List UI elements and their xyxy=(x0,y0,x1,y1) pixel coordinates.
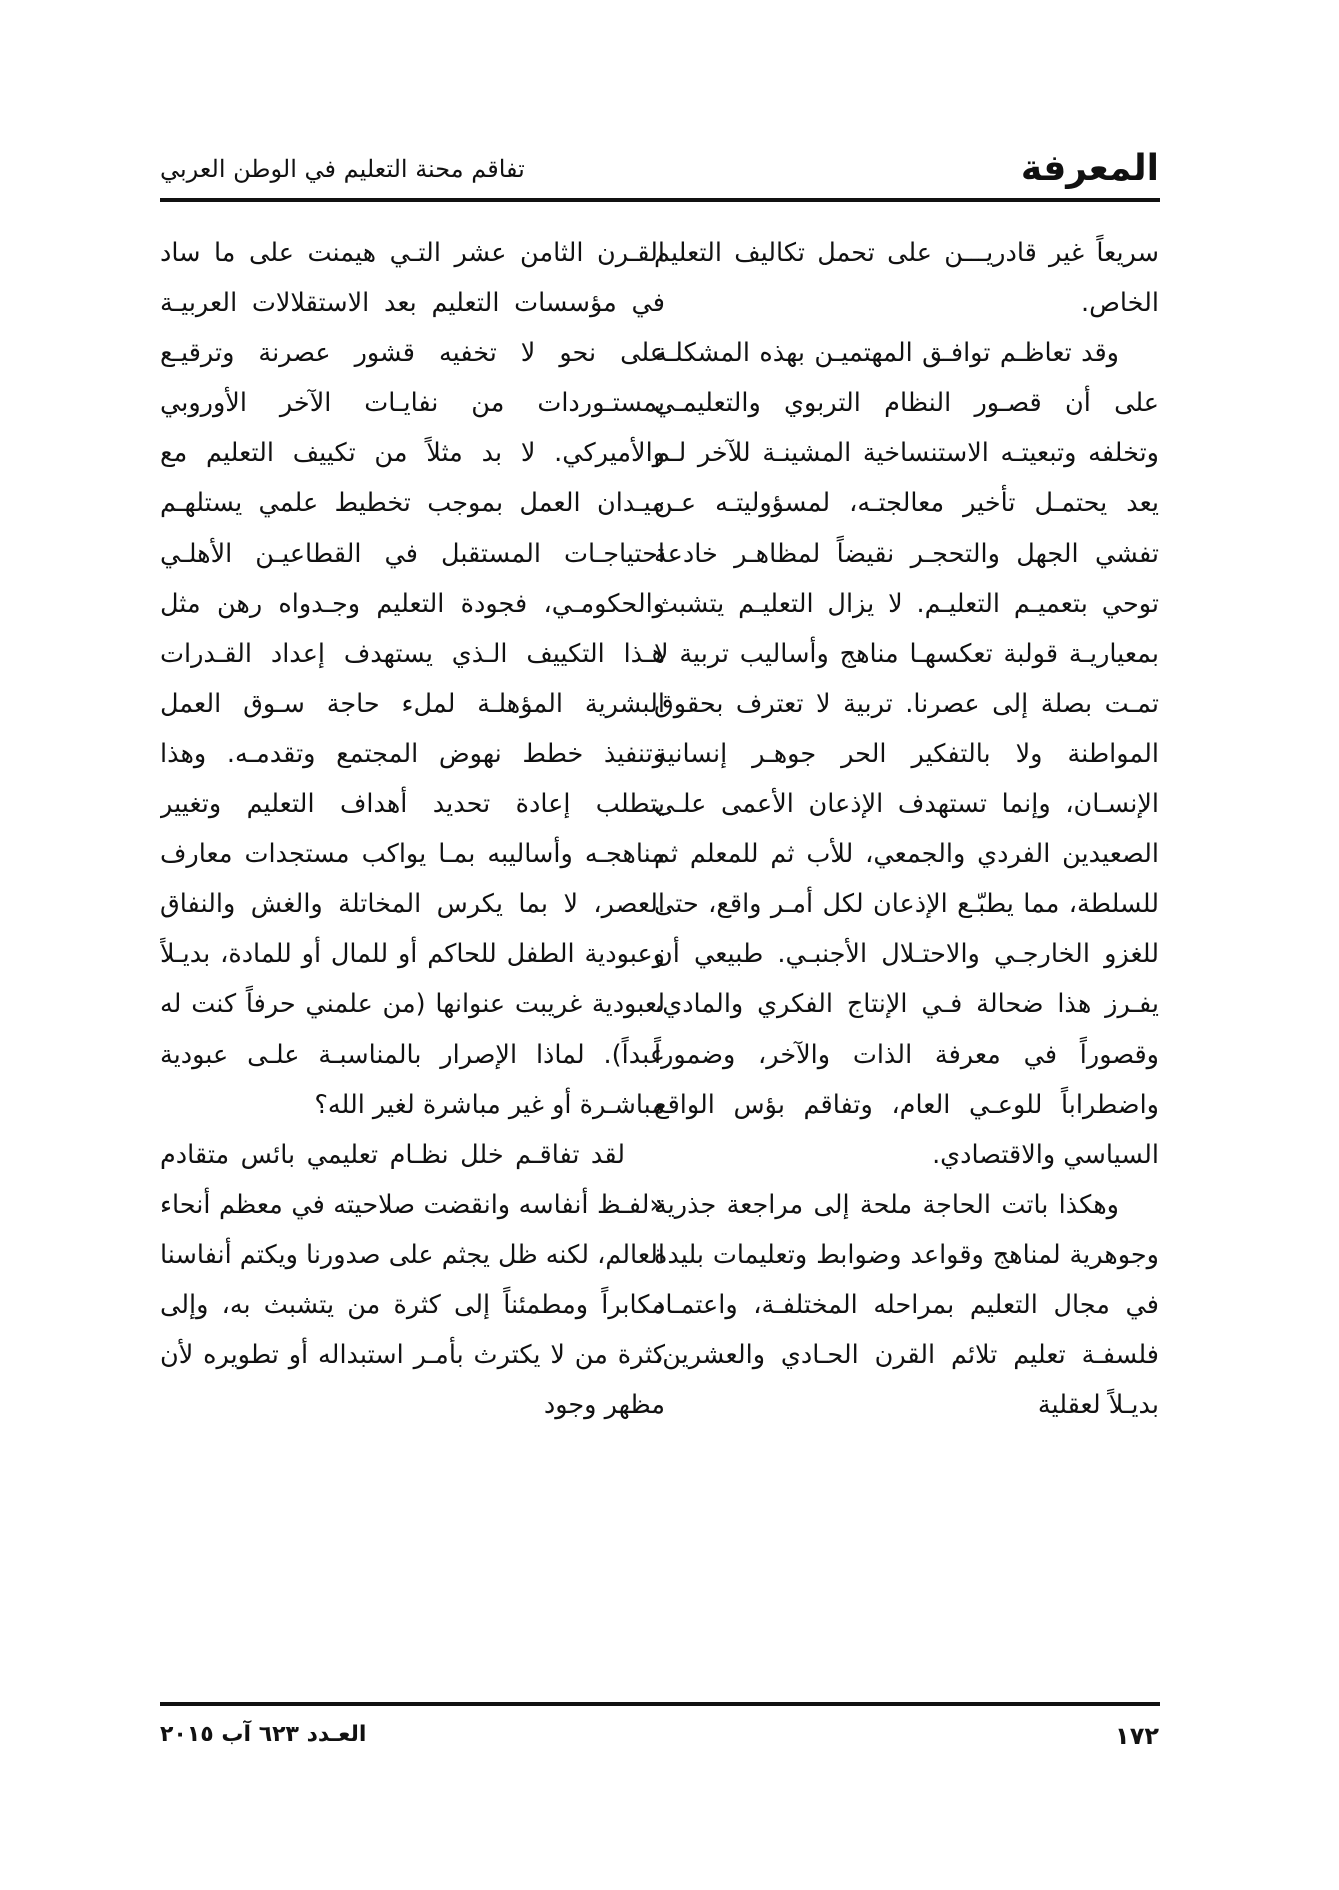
paragraph: القـرن الثامن عشر التـي هيمنت على ما ساد في مؤسسات التعليم بعد الاستقلالات العربيـة على نحو لا تخفيه قشور عصرنة وترقيـع بمستـوردات من نفايـات الآخر الأوروبي والأميركي. لا بد مثلاً من تكييف التعليم مع ميـدان العمل بموجب تخطيط علمي يستلهـم احتياجـات المستقبل في القطاعيـن الأهلـي والحكومـي، فجودة التعليم وجـدواه رهن مثل هـذا التكييف الـذي يستهدف إعداد القـدرات البشرية المؤهلـة لملء حاجة سـوق العمل وتنفيذ خطط نهوض المجتمع وتقدمـه. وهذا يتطلب إعادة تحديد أهداف التعليم وتغيير مناهجـه وأساليبه بمـا يواكب مستجدات معارف العصر، لا بما يكرس المخاتلة والغش والنفاق وعبودية الطفل للحاكم أو للمال أو للمادة، بديـلاً لعبودية غريبت عنوانها (من علمني حرفاً كنت له عبداً). لماذا الإصرار بالمناسبـة علـى عبودية مباشـرة أو غير مباشرة لغير الله؟ xyxy=(160,238,665,1120)
issue-info: العـدد ٦٢٣ آب ٢٠١٥ xyxy=(160,1722,367,1747)
footer-rule xyxy=(160,1702,1160,1706)
paragraph: سريعاً غير قادريـــن على تحمل تكاليف التعليم الخاص. xyxy=(654,238,1159,319)
magazine-logo: المعرفة xyxy=(1020,148,1159,189)
paragraph: وهكذا باتت الحاجة ملحة إلى مراجعة جذرية وجوهرية لمناهج وقواعد وضوابط وتعليمات بليدة في مجال التعليم بمراحله المختلفـة، واعتمـاد فلسفـة تعليم تلائم القرن الحـادي والعشرين، بديـلاً لعقلية xyxy=(654,1189,1159,1421)
paragraph: لقد تفاقـم خلل نظـام تعليمي بائس متقادم «لفـظ أنفاسه وانقضت صلاحيته في معظم أنحاء العالم، لكنه ظل يجثم على صدورنا ويكتم أنفاسنا مكابراً ومطمئناً إلى كثرة من يتشبث به، وإلى كثرة من لا يكترث بأمـر استبداله أو تطويره لأن مظهر وجود xyxy=(160,1139,665,1421)
text-column-right xyxy=(654,228,1159,1688)
running-header-title: تفاقم محنة التعليم في الوطن العربي xyxy=(160,155,525,183)
paragraph: وقد تعاظـم توافـق المهتميـن بهذه المشكلـة على أن قصـور النظام التربوي والتعليمـي وتخلفه وتبعيتـه الاستنساخية المشينـة للآخر لـم يعد يحتمـل تأخير معالجتـه، لمسؤوليتـه عـن تفشي الجهل والتحجـر نقيضاً لمظاهـر خادعة توحي بتعميـم التعليـم. لا يزال التعليـم يتشبث بمعياريـة قولبة تعكسهـا مناهج وأساليب تربية لا تمـت بصلة إلى عصرنا. تربية لا تعترف بحقوق المواطنة ولا بالتفكير الحر جوهـر إنسانية الإنسـان، وإنما تستهدف الإذعان الأعمى علـى الصعيدين الفردي والجمعي، للأب ثم للمعلم ثم للسلطة، مما يطبّـع الإذعان لكل أمـر واقع، حتى للغزو الخارجـي والاحتـلال الأجنبـي. طبيعي أن يفـرز هذا ضحالة فـي الإنتاج الفكري والمادي، وقصوراً في معرفة الذات والآخر، وضموراً واضطراباً للوعـي العام، وتفاقم بؤس الواقع السياسي والاقتصادي. xyxy=(654,338,1159,1170)
page-number: ١٧٢ xyxy=(1115,1722,1159,1750)
text-column-left xyxy=(160,228,665,1688)
header-rule xyxy=(160,198,1160,202)
